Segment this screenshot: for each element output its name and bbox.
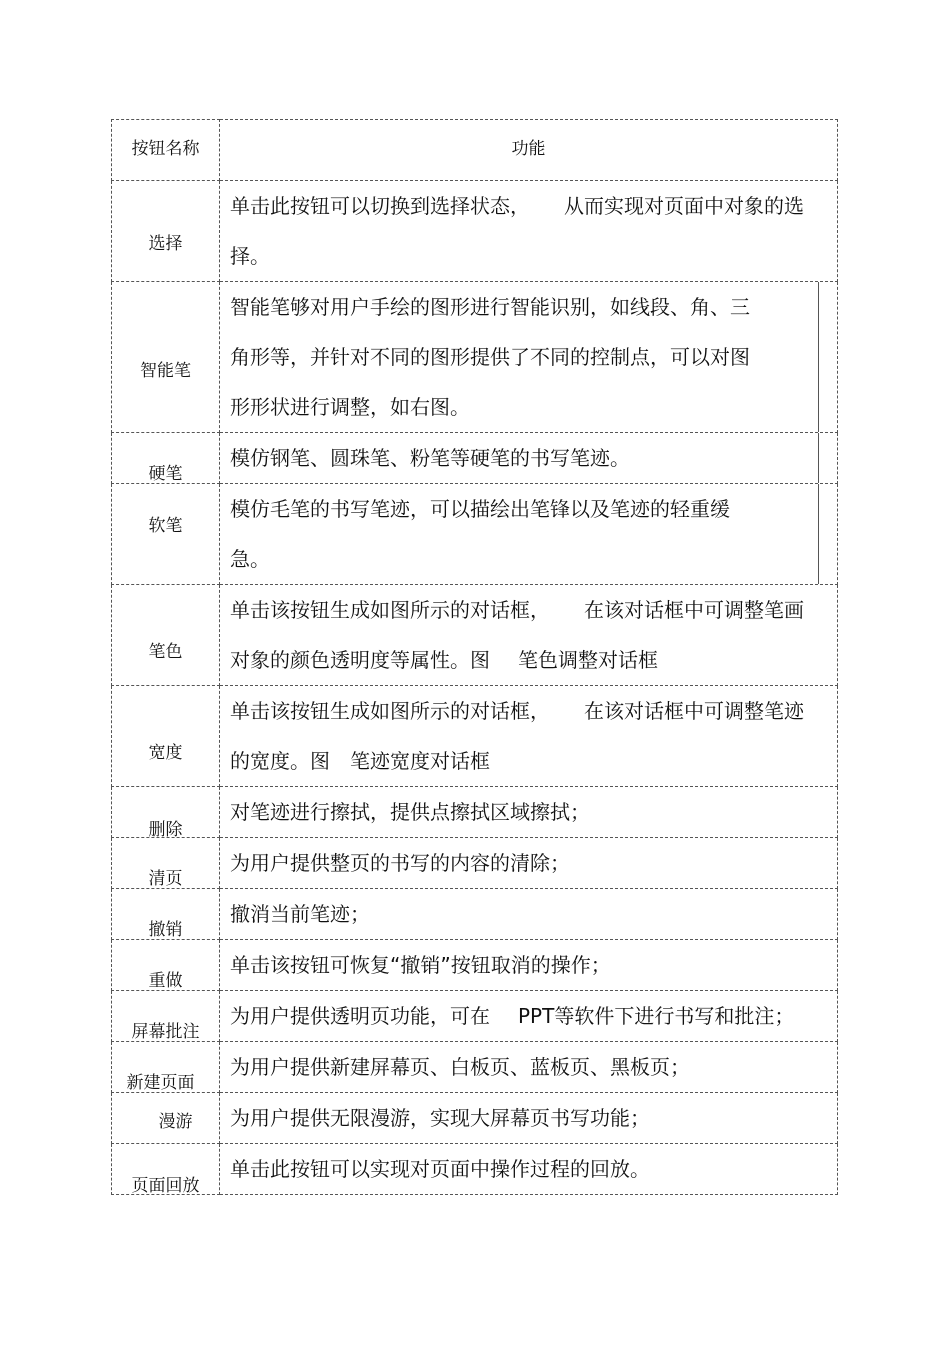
row-name-cell	[112, 1042, 220, 1093]
row-name: 新建页面	[126, 1073, 195, 1093]
row-function-cell	[220, 282, 838, 433]
row-name: 硬笔	[148, 464, 183, 484]
function-line: 为用户提供整页的书写的内容的清除；	[230, 851, 570, 875]
row-function-cell	[220, 433, 838, 484]
row-name: 撤销	[148, 920, 183, 940]
row-function-cell	[220, 991, 838, 1042]
function-text: 单击此按钮可以切换到选择状态，	[230, 194, 530, 218]
function-line	[230, 991, 829, 1041]
row-name-cell	[112, 282, 220, 433]
table-row	[112, 181, 838, 282]
row-name-cell	[112, 181, 220, 282]
row-function-cell	[220, 838, 838, 889]
row-name-cell	[112, 991, 220, 1042]
function-text: 笔迹宽度对话框	[350, 749, 490, 773]
row-name: 软笔	[148, 516, 183, 536]
row-name-cell	[112, 484, 220, 585]
row-function-cell	[220, 940, 838, 991]
function-line: 角形等，并针对不同的图形提供了不同的控制点，可以对图	[230, 345, 750, 369]
function-line: 为用户提供无限漫游，实现大屏幕页书写功能；	[230, 1106, 650, 1130]
function-line: 模仿钢笔、圆珠笔、粉笔等硬笔的书写笔迹。	[230, 446, 630, 470]
row-name: 选择	[148, 234, 183, 254]
row-name-cell	[112, 686, 220, 787]
function-text: 为用户提供透明页功能，可在	[230, 1004, 490, 1028]
row-function-cell	[220, 181, 838, 282]
table-row	[112, 940, 838, 991]
function-table	[111, 119, 838, 1195]
row-name: 删除	[148, 820, 183, 840]
table-row	[112, 1144, 838, 1195]
function-text: 笔色调整对话框	[518, 648, 658, 672]
table-row	[112, 991, 838, 1042]
table-row	[112, 1093, 838, 1144]
table-row	[112, 1042, 838, 1093]
table-row	[112, 484, 838, 585]
row-name: 笔色	[148, 642, 183, 662]
function-line: 单击该按钮可恢复“撤销”按钮取消的操作；	[230, 953, 611, 977]
function-text: 在该对话框中可调整笔迹	[584, 699, 804, 723]
row-name-cell	[112, 838, 220, 889]
side-divider	[818, 484, 819, 584]
row-function-cell	[220, 787, 838, 838]
table-row	[112, 585, 838, 686]
table-row	[112, 838, 838, 889]
row-name: 漫游	[158, 1112, 193, 1132]
function-line	[230, 736, 829, 786]
row-name-cell	[112, 1144, 220, 1195]
row-function-cell	[220, 1042, 838, 1093]
header-name-cell: 按钮名称	[112, 120, 220, 181]
row-name: 屏幕批注	[131, 1022, 200, 1042]
row-name-cell	[112, 940, 220, 991]
function-text: 单击该按钮生成如图所示的对话框，	[230, 598, 550, 622]
row-name-cell	[112, 889, 220, 940]
function-line: 单击此按钮可以实现对页面中操作过程的回放。	[230, 1157, 650, 1181]
table-row	[112, 686, 838, 787]
function-text: 的宽度。图	[230, 749, 330, 773]
row-name: 清页	[148, 869, 183, 889]
function-text: 对象的颜色透明度等属性。图	[230, 648, 490, 672]
row-name-cell	[112, 585, 220, 686]
function-text: 从而实现对页面中对象的选	[564, 194, 804, 218]
function-line: 智能笔够对用户手绘的图形进行智能识别，如线段、角、三	[230, 295, 750, 319]
row-function-cell	[220, 889, 838, 940]
side-divider	[818, 433, 819, 483]
function-line: 择。	[230, 244, 270, 268]
row-function-cell	[220, 585, 838, 686]
function-line	[230, 686, 829, 736]
function-text: 单击该按钮生成如图所示的对话框，	[230, 699, 550, 723]
row-name-cell	[112, 787, 220, 838]
function-line	[230, 585, 829, 635]
row-name: 宽度	[148, 743, 183, 763]
row-function-cell	[220, 686, 838, 787]
function-line: 为用户提供新建屏幕页、白板页、蓝板页、黑板页；	[230, 1055, 690, 1079]
table-row	[112, 889, 838, 940]
table-row	[112, 282, 838, 433]
side-divider	[818, 282, 819, 432]
table-header-row	[112, 120, 838, 181]
row-function-cell	[220, 484, 838, 585]
function-line	[230, 181, 829, 231]
row-name: 重做	[148, 971, 183, 991]
function-line: 模仿毛笔的书写笔迹，可以描绘出笔锋以及笔迹的轻重缓	[230, 497, 730, 521]
table-row	[112, 433, 838, 484]
row-name-cell	[112, 1093, 220, 1144]
function-line: 对笔迹进行擦拭，提供点擦拭区域擦拭；	[230, 800, 590, 824]
row-name: 页面回放	[131, 1176, 200, 1196]
function-line: 形形状进行调整，如右图。	[230, 395, 470, 419]
function-text: 在该对话框中可调整笔画	[584, 598, 804, 622]
header-function-cell: 功能	[220, 120, 838, 181]
row-name-cell	[112, 433, 220, 484]
function-line: 急。	[230, 547, 270, 571]
function-line	[230, 635, 829, 685]
function-line: 撤消当前笔迹；	[230, 902, 370, 926]
table-row	[112, 787, 838, 838]
function-text: PPT等软件下进行书写和批注；	[518, 1004, 795, 1028]
row-name: 智能笔	[140, 361, 191, 381]
row-function-cell	[220, 1144, 838, 1195]
row-function-cell	[220, 1093, 838, 1144]
